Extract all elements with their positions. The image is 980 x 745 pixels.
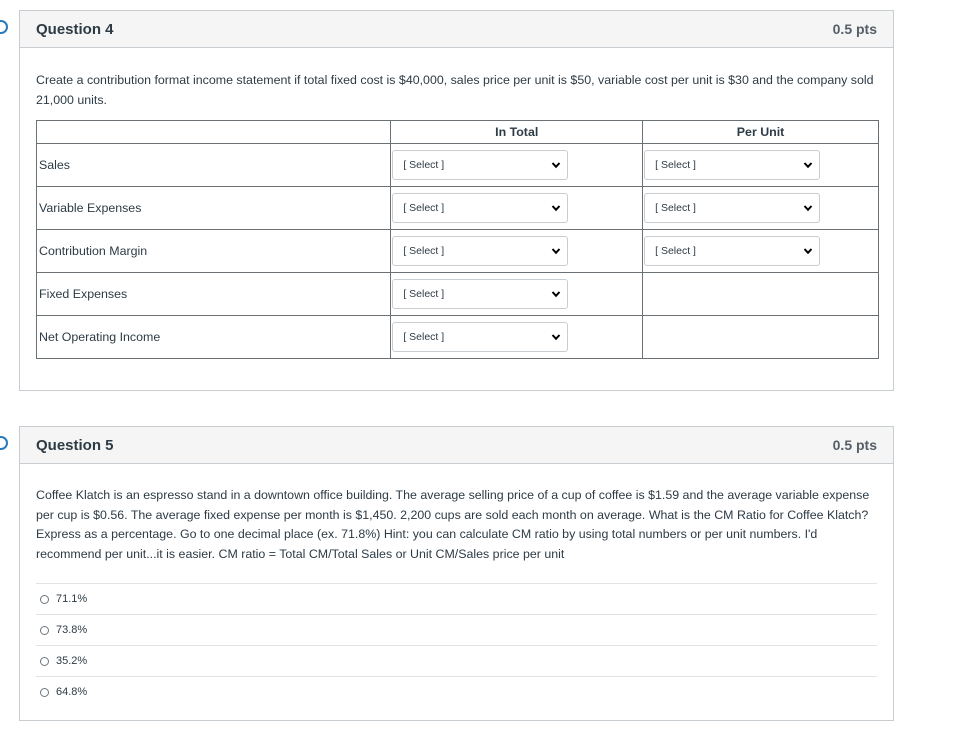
- row-label: Sales: [37, 144, 391, 187]
- per-unit-cell: [643, 316, 879, 359]
- select-value: [ Select ]: [655, 202, 696, 214]
- flag-question-icon[interactable]: [0, 20, 8, 34]
- table-row: [37, 316, 879, 359]
- per-unit-cell: [643, 187, 879, 230]
- table-row: [37, 144, 879, 187]
- chevron-down-icon: [551, 203, 561, 213]
- in-total-cell: [391, 273, 643, 316]
- question-title: Question 4: [36, 20, 114, 38]
- question-points: 0.5 pts: [832, 21, 877, 37]
- select-value: [ Select ]: [403, 159, 445, 171]
- per-unit-cell: [643, 230, 879, 273]
- row-label: Net Operating Income: [37, 316, 391, 359]
- question-prompt: Coffee Klatch is an espresso stand in a downtown office building. The average selling price of a cup of coffee is $1.59 and the average variable expense per cup is $0.56. The average fixed expense per month is $1,450. 2,200 cups are sold each month on average. What is the CM Ratio for Coffee Klatch? Express as a percentage. Go to one decimal place (ex. 71.8%) Hint: you can calculate CM ratio by using total numbers or per unit numbers. I'd recommend per unit...it is easier. CM ratio = Total CM/Total Sales or Unit CM/Sales price per unit: [36, 488, 870, 561]
- in-total-cell: [391, 230, 643, 273]
- radio-icon[interactable]: [40, 688, 49, 697]
- in-total-select[interactable]: [392, 322, 568, 352]
- answer-option[interactable]: [36, 614, 877, 645]
- chevron-down-icon: [803, 160, 813, 170]
- table-row: [37, 230, 879, 273]
- in-total-select[interactable]: [392, 193, 568, 223]
- in-total-cell: [391, 316, 643, 359]
- row-label: Variable Expenses: [37, 187, 391, 230]
- chevron-down-icon: [803, 246, 813, 256]
- select-value: [ Select ]: [403, 202, 445, 214]
- answer-label: 35.2%: [56, 655, 88, 667]
- flag-question-icon[interactable]: [0, 436, 8, 450]
- select-value: [ Select ]: [655, 245, 696, 257]
- chevron-down-icon: [551, 246, 561, 256]
- table-row: [37, 187, 879, 230]
- chevron-down-icon: [803, 203, 813, 213]
- question-header: [20, 427, 893, 464]
- chevron-down-icon: [551, 332, 561, 342]
- question-4: [19, 10, 894, 391]
- in-total-cell: [391, 144, 643, 187]
- question-header: [20, 11, 893, 48]
- table-row: [37, 273, 879, 316]
- select-value: [ Select ]: [655, 159, 696, 171]
- column-header-per-unit: Per Unit: [643, 121, 879, 144]
- per-unit-select[interactable]: [644, 150, 820, 180]
- per-unit-cell: [643, 144, 879, 187]
- in-total-select[interactable]: [392, 236, 568, 266]
- chevron-down-icon: [551, 160, 561, 170]
- income-statement-table: [36, 120, 879, 359]
- column-header-in-total: In Total: [391, 121, 643, 144]
- per-unit-cell: [643, 273, 879, 316]
- per-unit-select[interactable]: [644, 236, 820, 266]
- answer-label: 71.1%: [56, 593, 88, 605]
- answer-option[interactable]: [36, 676, 877, 707]
- radio-icon[interactable]: [40, 657, 49, 666]
- row-label: Fixed Expenses: [37, 273, 391, 316]
- answer-label: 64.8%: [56, 686, 88, 698]
- column-header-label: [37, 121, 391, 144]
- chevron-down-icon: [551, 289, 561, 299]
- question-5: [19, 426, 894, 721]
- per-unit-select[interactable]: [644, 193, 820, 223]
- select-value: [ Select ]: [403, 288, 445, 300]
- answer-option[interactable]: [36, 583, 877, 614]
- select-value: [ Select ]: [403, 331, 445, 343]
- radio-icon[interactable]: [40, 595, 49, 604]
- radio-icon[interactable]: [40, 626, 49, 635]
- in-total-select[interactable]: [392, 279, 568, 309]
- question-prompt: Create a contribution format income statement if total fixed cost is $40,000, sales price per unit is $50, variable cost per unit is $30 and the company sold 21,000 units.: [36, 73, 874, 107]
- answer-options: [36, 583, 877, 707]
- question-points: 0.5 pts: [832, 437, 877, 453]
- select-value: [ Select ]: [403, 245, 445, 257]
- answer-option[interactable]: [36, 645, 877, 676]
- in-total-cell: [391, 187, 643, 230]
- answer-label: 73.8%: [56, 624, 88, 636]
- row-label: Contribution Margin: [37, 230, 391, 273]
- table-header-row: [37, 121, 879, 144]
- in-total-select[interactable]: [392, 150, 568, 180]
- question-title: Question 5: [36, 436, 114, 454]
